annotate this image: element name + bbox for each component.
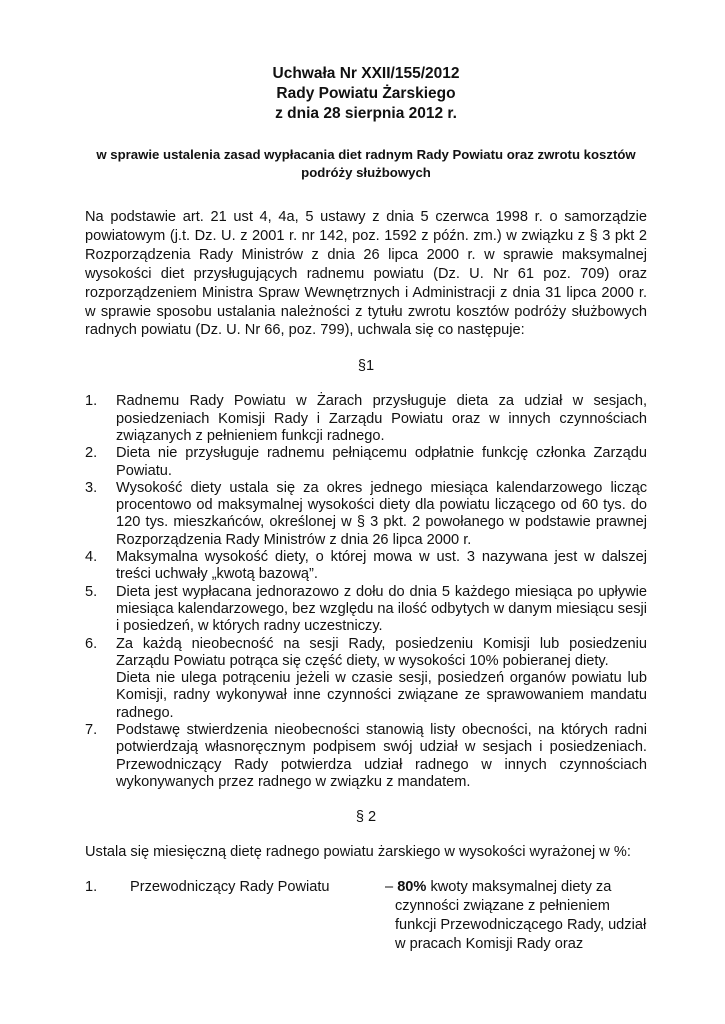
point-number: 4. [85, 549, 98, 566]
point-number: 5. [85, 583, 98, 600]
section-2-mark: § 2 [355, 809, 377, 826]
row-dash: – [385, 879, 394, 896]
point-text: Dieta nie przysługuje radnemu pełniącemu odpłatnie funkcję członka Zarządu Powiatu. [116, 445, 647, 479]
row-description-rest: czynności związane z pełnieniem funkcji Przewodniczącego Rady, udział w pracach Komisji Rady oraz [395, 898, 647, 953]
row-percent: 80% [397, 879, 427, 896]
point-item [85, 480, 647, 549]
point-text: Wysokość diety ustala się za okres jednego miesiąca kalendarzowego licząc procentowo od maksymalnej wysokości diety dla powiatu liczącego od 60 tys. do 120 tys. mieszkańców, określonej w § 3 pkt. 2 powołanego w podstawie prawnej Rozporządzenia Rady Ministrów z dnia 26 lipca 2000 r. [116, 479, 647, 548]
resolution-date: z dnia 28 sierpnia 2012 r. [275, 105, 457, 122]
point-item [85, 722, 647, 791]
row-after-percent: kwoty maksymalnej diety za [430, 879, 612, 896]
point-item [85, 584, 647, 636]
point-text: Za każdą nieobecność na sesji Rady, posiedzeniu Komisji lub posiedzeniu Zarządu Powiatu potrąca się część diety, w wysokości 10% pobieranej diety. [116, 635, 647, 669]
point-text: Podstawę stwierdzenia nieobecności stanowią listy obecności, na których radni potwierdzają własnoręcznym podpisem swój udział w sesjach i posiedzeniach. Przewodniczący Rady potwierdza udział radnego w innych czynnościach wykonywanych przez radnego w związku z mandatem. [116, 721, 647, 790]
point-item [85, 393, 647, 445]
point-number: 6. [85, 635, 98, 652]
section-2-intro: Ustala się miesięczną dietę radnego powiatu żarskiego w wysokości wyrażonej w %: [85, 844, 631, 861]
council-name: Rady Powiatu Żarskiego [276, 85, 456, 102]
resolution-subject: w sprawie ustalenia zasad wypłacania diet radnym Rady Powiatu oraz zwrotu kosztów podróży służbowych [96, 147, 636, 180]
point-text: Maksymalna wysokość diety, o której mowa w ust. 3 nazywana jest w dalszej treści uchwały „kwotą bazową”. [116, 549, 647, 583]
section-1-points [85, 393, 647, 791]
section-1-mark: §1 [357, 358, 375, 375]
legal-basis-paragraph: Na podstawie art. 21 ust 4, 4a, 5 ustawy z dnia 5 czerwca 1998 r. o samorządzie powiatowym (j.t. Dz. U. z 2001 r. nr 142, poz. 1592 z późn. zm.) w związku z § 3 pkt 2 Rozporządzenia Rady Ministrów z dnia 26 lipca 2000 r. w sprawie maksymalnej wysokości diet przysługujących radnemu powiatu (Dz. U. Nr 61 poz. 709) oraz rozporządzeniem Ministra Spraw Wewnętrznych i Administracji z dnia 31 lipca 2000 r. w sprawie sposobu ustalania należności z tytułu zwrotu kosztów podróży służbowych radnych powiatu (Dz. U. Nr 66, poz. 799), uchwala się co następuje: [85, 209, 647, 339]
point-item [85, 636, 647, 722]
point-number: 7. [85, 721, 98, 738]
diet-rate-row [85, 878, 647, 958]
row-description-first-line [385, 878, 647, 897]
point-number: 3. [85, 479, 98, 496]
row-number: 1. [85, 879, 98, 896]
point-text: Radnemu Rady Powiatu w Żarach przysługuje dieta za udział w sesjach, posiedzeniach Komisji Rady i Zarządu Powiatu oraz w innych czynnościach związanych z pełnieniem funkcji radnego. [116, 393, 647, 444]
point-extra-text: Dieta nie ulega potrąceniu jeżeli w czasie sesji, posiedzeń organów powiatu lub Komisji, radny wykonywał inne czynności związane ze sprawowaniem mandatu radnego. [116, 670, 647, 721]
document-page [85, 64, 647, 958]
point-number: 1. [85, 393, 98, 410]
resolution-number: Uchwała Nr XXII/155/2012 [272, 65, 460, 82]
resolution-title [85, 64, 647, 124]
row-description [385, 878, 647, 954]
row-role: Przewodniczący Rady Powiatu [130, 879, 330, 896]
point-number: 2. [85, 445, 98, 462]
point-text: Dieta jest wypłacana jednorazowo z dołu do dnia 5 każdego miesiąca po upływie miesiąca kalendarzowego, bez względu na ilość odbytych w danym miesiącu sesji i posiedzeń, w których radny uczestniczy. [116, 583, 647, 635]
point-item [85, 549, 647, 584]
point-item [85, 445, 647, 480]
